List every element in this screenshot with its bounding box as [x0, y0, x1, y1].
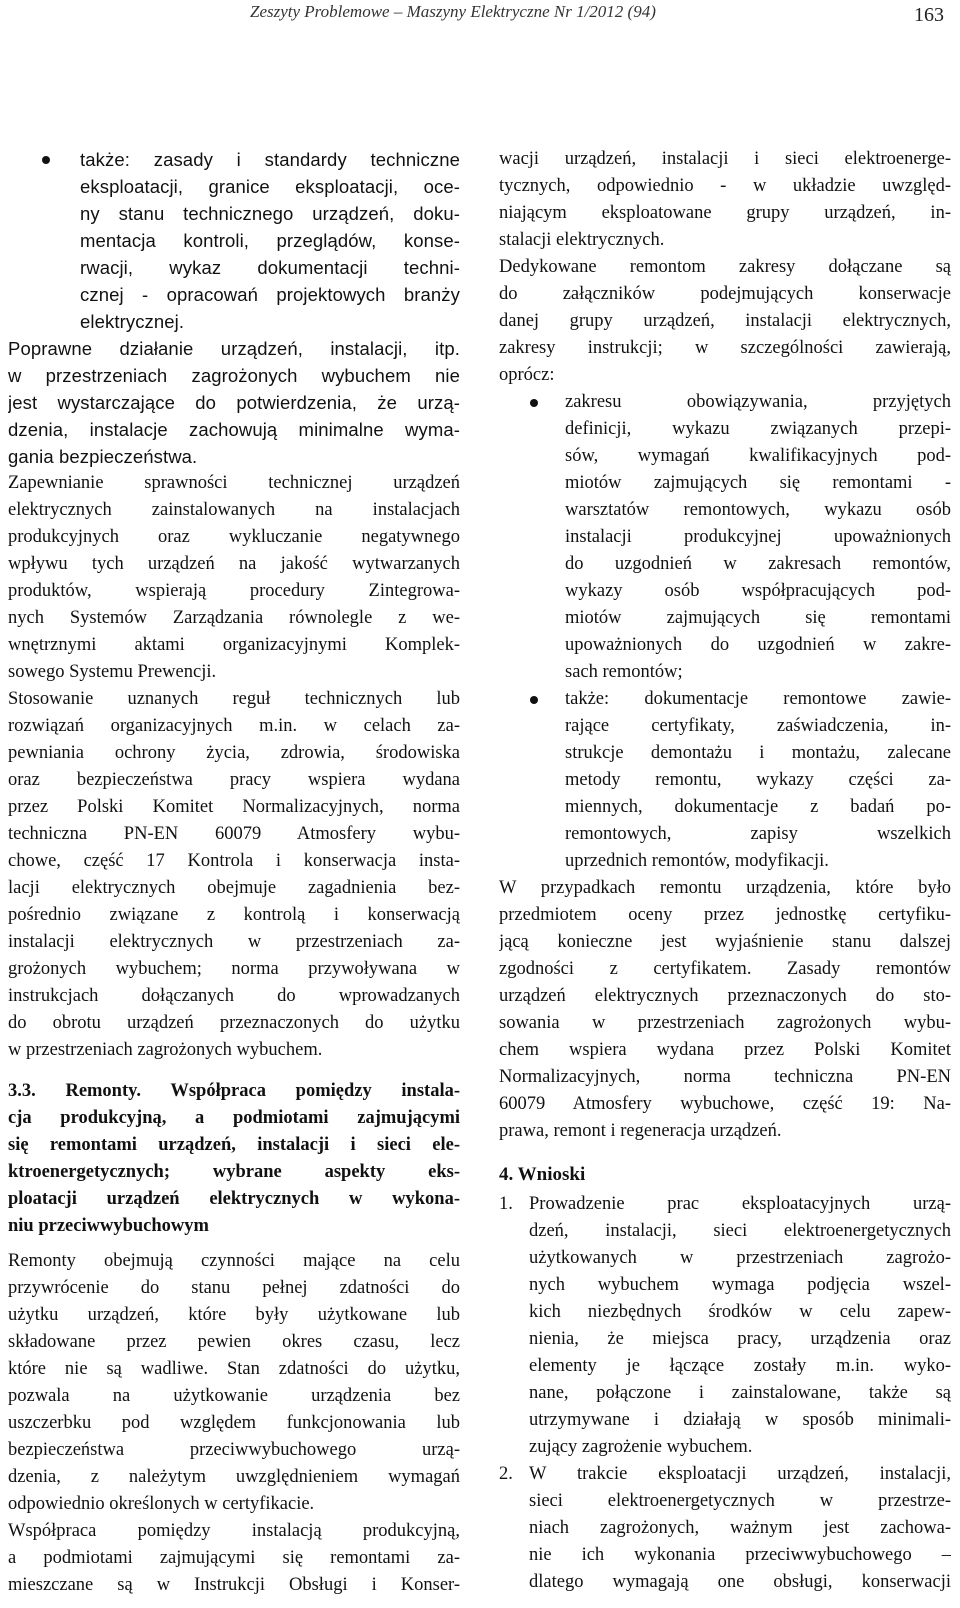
text-line: instalacji produkcyjnej upoważnionych [565, 527, 951, 547]
text-line: stalacji elektrycznych. [499, 230, 665, 250]
text-line: metody remontu, wykazy części za- [565, 770, 951, 790]
heading-line: niu przeciwwybuchowym [8, 1216, 209, 1236]
item-text [529, 1191, 951, 1461]
text-line: zujący zagrożenie wybuchem. [529, 1437, 753, 1457]
text-line: elementy je łączące zostały m.in. wyko- [529, 1356, 951, 1376]
text-line: jącą konieczne jest wyjaśnienie stanu dalszej [499, 932, 951, 952]
text-line: produkcyjnych oraz wykluczanie negatywnego [8, 527, 460, 547]
item-number: 2. [499, 1464, 513, 1484]
text-line: dzenia, z należytym uwzględnieniem wymagań [8, 1467, 460, 1487]
text-line: miotów zajmujących się remontami - [565, 473, 951, 493]
text-line: zakresy instrukcji; w szczególności zawierają, [499, 338, 951, 358]
text-line: do obrotu urządzeń przeznaczonych do użytku [8, 1013, 460, 1033]
text-line: przez Polski Komitet Normalizacyjnych, norma [8, 797, 460, 817]
text-line: instalacji elektrycznych w przestrzeniach za- [8, 932, 460, 952]
text-line: Stosowanie uznanych reguł technicznych lub [8, 689, 460, 709]
section-heading-4: 4. Wnioski [499, 1164, 586, 1185]
bullet-dot [42, 156, 50, 164]
text-line: sowego Systemu Prewencji. [8, 662, 217, 682]
text-line: uszczerbku pod względem funkcjonowania lub [8, 1413, 460, 1433]
text-line: instrukcjach dołączanych do wprowadzanych [8, 986, 460, 1006]
text-line: miotów zajmujących się remontami [565, 608, 951, 628]
bullet-item-zakresu [499, 389, 951, 686]
text-line: nych Systemów Zarządzania równolegle z we- [8, 608, 460, 628]
text-line: utrzymywane i działają w sposób minimali- [529, 1410, 951, 1430]
text-line: grożonych wybuchem; norma przywoływana w [8, 959, 460, 979]
text-line: Współpraca pomiędzy instalacją produkcyjną, [8, 1521, 460, 1541]
text-line: użytkowanych w przestrzeniach zagrożo- [529, 1248, 951, 1268]
bullet-dot [530, 399, 538, 407]
text-line: rozwiązań organizacyjnych m.in. w celach za- [8, 716, 460, 736]
item-text [529, 1461, 951, 1596]
text-line: definicji, wykazu związanych przepi- [565, 419, 951, 439]
text-line: urządzeń elektrycznych przeznaczonych do sto- [499, 986, 951, 1006]
text-line: eksploatacji, granice eksploatacji, oce- [80, 176, 460, 197]
text-line: produktów, wspierają procedury Zintegrowa- [8, 581, 460, 601]
text-line: do załączników podejmujących konserwacje [499, 284, 951, 304]
text-line: techniczna PN-EN 60079 Atmosfery wybu- [8, 824, 460, 844]
left-column [8, 146, 460, 1599]
text-line: uprzednich remontów, modyfikacji. [565, 851, 829, 871]
section-heading-3-3 [8, 1078, 460, 1240]
text-line: sowania w przestrzeniach zagrożonych wybu- [499, 1013, 951, 1033]
text-line: rwacji, wykaz dokumentacji techni- [80, 257, 460, 278]
text-line: także: dokumentacje remontowe zawie- [565, 689, 951, 709]
text-line: Remonty obejmują czynności mające na celu [8, 1251, 460, 1271]
text-line: nych wybuchem wymaga podjęcia wszel- [529, 1275, 951, 1295]
text-line: cznej - opracowań projektowych branży [80, 284, 460, 305]
text-line: wpływu tych urządzeń na jakość wytwarzanych [8, 554, 460, 574]
text-line: pośrednio związane z kontrolą i konserwacją [8, 905, 460, 925]
text-line: odpowiednio określonych w certyfikacie. [8, 1494, 315, 1514]
text-line: także: zasady i standardy techniczne [80, 149, 460, 170]
bullet-dot [530, 696, 538, 704]
text-line: użytku urządzeń, które były użytkowane lub [8, 1305, 460, 1325]
text-line: prawa, remont i regeneracja urządzeń. [499, 1121, 782, 1141]
text-line: gania bezpieczeństwa. [8, 446, 198, 467]
bullet-text [565, 686, 951, 875]
text-line: do uzgodnień w zakresach remontów, [565, 554, 951, 574]
bullet-item-standards [8, 146, 460, 335]
text-line: dzenia, instalacje zachowują minimalne wyma- [8, 419, 460, 440]
heading-line: ktroenergetycznych; wybrane aspekty eks- [8, 1162, 460, 1182]
numbered-item-1 [499, 1191, 951, 1461]
text-line: przywrócenie do stanu pełnej zdatności do [8, 1278, 460, 1298]
journal-title: Zeszyty Problemowe – Maszyny Elektryczne Nr 1/2012 (94) [250, 2, 656, 21]
text-line: 60079 Atmosfery wybuchowe, część 19: Na- [499, 1094, 951, 1114]
text-line: mentacja kontroli, przeglądów, konse- [80, 230, 460, 251]
text-line: zakresu obowiązywania, przyjętych [565, 392, 951, 412]
text-line: lacji elektrycznych obejmuje zagadnienia bez- [8, 878, 460, 898]
text-line: nie ich wykonania przeciwwybuchowego – [529, 1545, 951, 1565]
running-header [0, 0, 960, 40]
text-line: nane, połączone i zainstalowane, także są [529, 1383, 951, 1403]
text-line: jest wystarczające do potwierdzenia, że urzą- [8, 392, 460, 413]
text-line: w przestrzeniach zagrożonych wybuchem nie [8, 365, 460, 386]
numbered-item-2 [499, 1461, 951, 1596]
paragraph-wspolpraca [8, 1518, 460, 1599]
text-line: oraz bezpieczeństwa pracy wspiera wydana [8, 770, 460, 790]
text-line: chem wspiera wydana przez Polski Komitet [499, 1040, 951, 1060]
paragraph-przypadkach [499, 875, 951, 1145]
text-line: sieci elektroenergetycznych w przestrze- [529, 1491, 951, 1511]
text-line: wacji urządzeń, instalacji i sieci elektroenerge- [499, 149, 951, 169]
text-line: niającym eksploatowane grupy urządzeń, in- [499, 203, 951, 223]
text-line: tycznych, odpowiednio - w układzie uwzględ- [499, 176, 951, 196]
text-line: kich niezbędnych środków w celu zapew- [529, 1302, 951, 1322]
paragraph-dedykowane [499, 254, 951, 389]
item-number: 1. [499, 1194, 513, 1214]
text-line: elektrycznej. [80, 311, 185, 332]
text-line: Dedykowane remontom zakresy dołączane są [499, 257, 951, 277]
text-line: pewniania ochrony życia, zdrowia, środowiska [8, 743, 460, 763]
text-line: elektrycznych zainstalowanych na instalacjach [8, 500, 460, 520]
text-line: danej grupy urządzeń, instalacji elektrycznych, [499, 311, 951, 331]
text-line: W trakcie eksploatacji urządzeń, instalacji, [529, 1464, 951, 1484]
text-line: upoważnionych do uzgodnień w zakre- [565, 635, 951, 655]
text-line: dzeń, instalacji, sieci elektroenergetycznych [529, 1221, 951, 1241]
text-line: wnętrznymi aktami organizacyjnymi Komplek- [8, 635, 460, 655]
text-line: warsztatów remontowych, wykazu osób [565, 500, 951, 520]
text-line: zgodności z certyfikatem. Zasady remontów [499, 959, 951, 979]
text-line: sów, wymagań kwalifikacyjnych pod- [565, 446, 951, 466]
paragraph-zapewnianie [8, 470, 460, 686]
paragraph-continuation [499, 146, 951, 254]
bullet-text [565, 389, 951, 686]
text-line: sach remontów; [565, 662, 683, 682]
heading-line: cja produkcyjną, a podmiotami zajmującymi [8, 1108, 460, 1128]
page-number: 163 [914, 4, 944, 26]
text-line: składowane przez pewien okres czasu, lecz [8, 1332, 460, 1352]
text-line: Zapewnianie sprawności technicznej urządzeń [8, 473, 460, 493]
text-line: Poprawne działanie urządzeń, instalacji, itp. [8, 338, 460, 359]
text-line: w przestrzeniach zagrożonych wybuchem. [8, 1040, 323, 1060]
text-line: niach zagrożonych, ważnym jest zachowa- [529, 1518, 951, 1538]
text-line: nienia, że miejsca pracy, urządzenia oraz [529, 1329, 951, 1349]
text-line: które nie są wadliwe. Stan zdatności do użytku, [8, 1359, 460, 1379]
text-line: miennych, dokumentacje z badań po- [565, 797, 951, 817]
text-line: bezpieczeństwa przeciwwybuchowego urzą- [8, 1440, 460, 1460]
paragraph-remonty [8, 1248, 460, 1518]
text-line: mieszczane są w Instrukcji Obsługi i Konser- [8, 1575, 460, 1595]
text-line: pozwala na użytkowanie urządzenia bez [8, 1386, 460, 1406]
text-line: chowe, część 17 Kontrola i konserwacja insta- [8, 851, 460, 871]
text-line: Normalizacyjnych, norma techniczna PN-EN [499, 1067, 951, 1087]
text-line: ny stanu technicznego urządzeń, doku- [80, 203, 460, 224]
paragraph-stosowanie [8, 686, 460, 1064]
text-line: dlatego wymagają one obsługi, konserwacji [529, 1572, 951, 1592]
text-line: Prowadzenie prac eksploatacyjnych urzą- [529, 1194, 951, 1214]
text-line: oprócz: [499, 365, 555, 385]
heading-line: się remontami urządzeń, instalacji i sieci ele- [8, 1135, 460, 1155]
text-line: W przypadkach remontu urządzenia, które było [499, 878, 951, 898]
right-column [499, 146, 951, 1596]
text-line: przedmiotem oceny przez jednostkę certyfiku- [499, 905, 951, 925]
paragraph-poprawne [8, 335, 460, 470]
text-line: strukcje demontażu i montażu, zalecane [565, 743, 951, 763]
text-line: a podmiotami zajmującymi się remontami za- [8, 1548, 460, 1568]
text-line: wykazy osób współpracujących pod- [565, 581, 951, 601]
text-line: rające certyfikaty, zaświadczenia, in- [565, 716, 951, 736]
bullet-text [80, 146, 460, 335]
heading-line: ploatacji urządzeń elektrycznych w wykona- [8, 1189, 460, 1209]
heading-line: 3.3. Remonty. Współpraca pomiędzy instala- [8, 1081, 460, 1101]
bullet-item-takze [499, 686, 951, 875]
text-line: remontowych, zapisy wszelkich [565, 824, 951, 844]
